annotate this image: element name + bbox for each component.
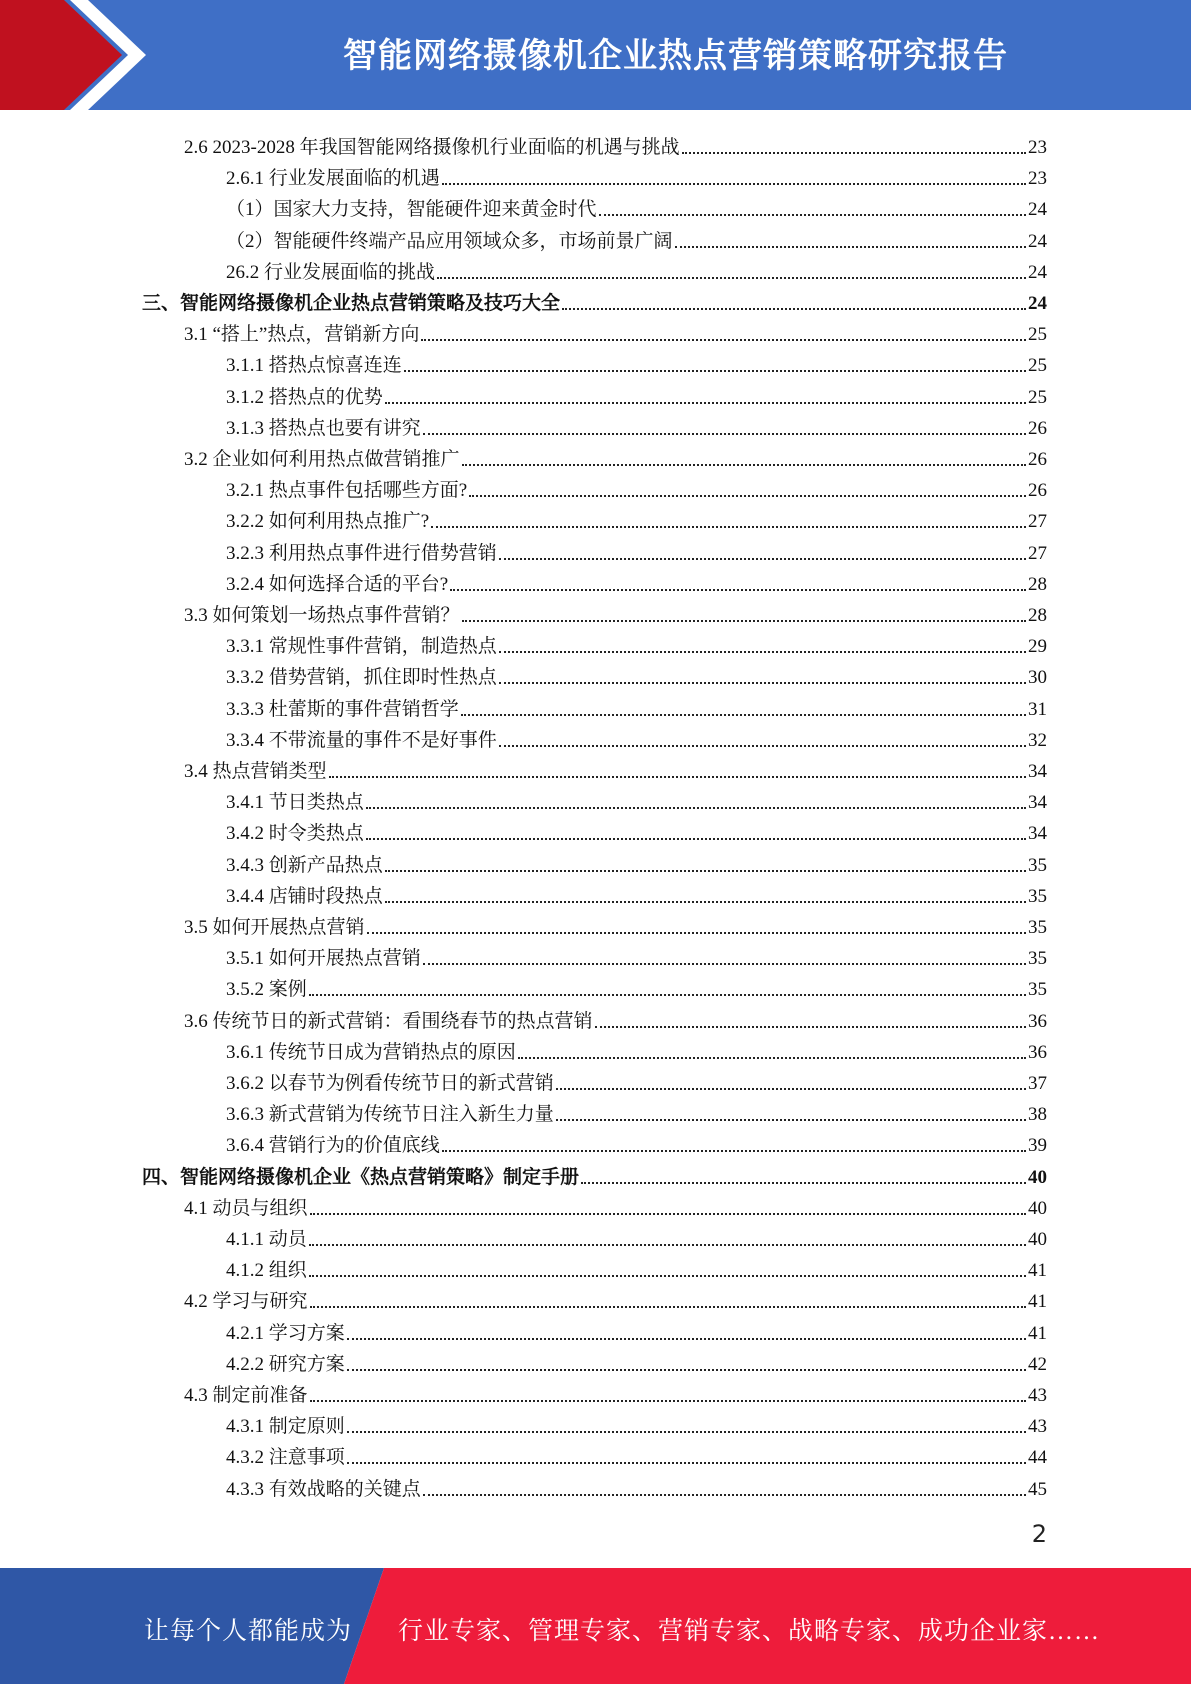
toc-entry[interactable]	[226, 471, 1047, 502]
toc-entry[interactable]	[184, 1376, 1047, 1407]
toc-entry-page: 29	[1028, 636, 1047, 658]
toc-entry-label: 3.3.4 不带流量的事件不是好事件	[226, 729, 497, 751]
toc-entry[interactable]	[142, 284, 1047, 315]
toc-entry-label: 3.3.2 借势营销，抓住即时性热点	[226, 667, 497, 689]
toc-leader-dots	[581, 1182, 1026, 1184]
toc-leader-dots	[556, 1088, 1026, 1090]
toc-entry-label: 4.3.1 制定原则	[226, 1416, 345, 1438]
toc-entry-page: 31	[1028, 698, 1047, 720]
toc-entry[interactable]	[226, 877, 1047, 908]
toc-entry-label: 3.1.1 搭热点惊喜连连	[226, 355, 402, 377]
toc-entry[interactable]	[226, 1251, 1047, 1282]
toc-leader-dots	[385, 901, 1026, 903]
toc-entry-label: 3.2.4 如何选择合适的平台?	[226, 573, 449, 595]
toc-entry-page: 25	[1028, 386, 1047, 408]
toc-entry[interactable]	[226, 1345, 1047, 1376]
toc-entry-label: 3.3.1 常规性事件营销，制造热点	[226, 636, 497, 658]
toc-entry-page: 30	[1028, 667, 1047, 689]
toc-entry-page: 45	[1028, 1478, 1047, 1500]
toc-entry-label: 4.3.2 注意事项	[226, 1447, 345, 1469]
header-chevron-decoration	[0, 0, 160, 110]
toc-entry-label: 4.2 学习与研究	[184, 1291, 308, 1313]
toc-entry-page: 34	[1028, 823, 1047, 845]
toc-entry[interactable]	[226, 1095, 1047, 1126]
toc-leader-dots	[450, 589, 1026, 591]
toc-entry-label: 4.1 动员与组织	[184, 1197, 308, 1219]
toc-entry-page: 43	[1028, 1416, 1047, 1438]
toc-entry[interactable]	[226, 190, 1047, 221]
toc-leader-dots	[385, 402, 1026, 404]
toc-entry[interactable]	[226, 534, 1047, 565]
toc-entry-label: 3.4.4 店铺时段热点	[226, 885, 383, 907]
toc-entry-page: 40	[1028, 1197, 1047, 1219]
toc-entry[interactable]	[184, 908, 1047, 939]
toc-entry[interactable]	[226, 1470, 1047, 1501]
toc-entry[interactable]	[226, 1314, 1047, 1345]
toc-leader-dots	[310, 1306, 1026, 1308]
toc-leader-dots	[431, 526, 1026, 528]
toc-leader-dots	[556, 1119, 1026, 1121]
toc-entry[interactable]	[226, 721, 1047, 752]
toc-entry[interactable]	[226, 346, 1047, 377]
toc-entry[interactable]	[226, 1438, 1047, 1469]
toc-entry-label: 3.2.2 如何利用热点推广?	[226, 511, 430, 533]
toc-entry-label: 3.1.3 搭热点也要有讲究	[226, 417, 421, 439]
toc-entry-page: 24	[1028, 261, 1047, 283]
toc-leader-dots	[423, 1494, 1026, 1496]
toc-leader-dots	[310, 1213, 1026, 1215]
toc-entry-label: 4.1.1 动员	[226, 1229, 307, 1250]
toc-entry[interactable]	[226, 222, 1047, 253]
toc-entry-page: 24	[1028, 293, 1047, 314]
toc-entry[interactable]	[226, 1126, 1047, 1157]
footer-banner	[0, 1568, 1191, 1684]
toc-entry-page: 26	[1028, 480, 1047, 502]
toc-entry-page: 26	[1028, 449, 1047, 470]
toc-leader-dots	[499, 745, 1026, 747]
toc-entry[interactable]	[184, 1002, 1047, 1033]
header-bar	[0, 0, 1191, 110]
toc-entry[interactable]	[226, 1407, 1047, 1438]
toc-entry[interactable]	[226, 159, 1047, 190]
toc-entry[interactable]	[226, 1033, 1047, 1064]
toc-entry-page: 42	[1028, 1353, 1047, 1375]
toc-entry-label: 4.3.3 有效战略的关键点	[226, 1478, 421, 1500]
page-number: 2	[1031, 1520, 1047, 1548]
toc-leader-dots	[347, 1462, 1026, 1464]
toc-entry[interactable]	[184, 440, 1047, 471]
toc-leader-dots	[329, 776, 1026, 778]
toc-entry-page: 26	[1028, 417, 1047, 439]
toc-leader-dots	[462, 464, 1026, 466]
toc-leader-dots	[442, 183, 1026, 185]
toc-entry-label: 3.1.2 搭热点的优势	[226, 386, 383, 408]
footer-slogan-right: 行业专家、管理专家、营销专家、战略专家、成功企业家……	[398, 1618, 1101, 1645]
toc-entry[interactable]	[226, 627, 1047, 658]
toc-entry-label: 3.1 “搭上”热点，营销新方向	[184, 324, 420, 346]
toc-entry[interactable]	[226, 783, 1047, 814]
toc-entry[interactable]	[226, 814, 1047, 845]
toc-entry-label: 三、智能网络摄像机企业热点营销策略及技巧大全	[142, 293, 561, 314]
toc-entry-label: （1）国家大力支持，智能硬件迎来黄金时代	[226, 199, 597, 221]
toc-entry-label: 3.2.3 利用热点事件进行借势营销	[226, 542, 497, 564]
toc-leader-dots	[404, 370, 1026, 372]
toc-leader-dots	[562, 308, 1026, 310]
toc-entry[interactable]	[226, 565, 1047, 596]
toc-entry-label: 3.4 热点营销类型	[184, 761, 327, 782]
toc-entry-label: 3.6 传统节日的新式营销：看围绕春节的热点营销	[184, 1010, 593, 1032]
toc-entry-page: 40	[1028, 1166, 1047, 1188]
toc-entry-page: 27	[1028, 542, 1047, 564]
toc-entry[interactable]	[226, 1220, 1047, 1251]
toc-entry-label: 4.2.1 学习方案	[226, 1322, 345, 1344]
toc-leader-dots	[423, 963, 1026, 965]
toc-entry-page: 36	[1028, 1041, 1047, 1063]
toc-entry-page: 27	[1028, 511, 1047, 533]
toc-entry-page: 24	[1028, 230, 1047, 252]
toc-entry[interactable]	[226, 939, 1047, 970]
toc-leader-dots	[462, 620, 1026, 622]
toc-entry-page: 32	[1028, 729, 1047, 751]
toc-leader-dots	[347, 1431, 1026, 1433]
toc-leader-dots	[309, 1244, 1026, 1246]
toc-entry-page: 41	[1028, 1322, 1047, 1344]
toc-entry-label: 3.6.1 传统节日成为营销热点的原因	[226, 1041, 516, 1063]
toc-entry[interactable]	[226, 409, 1047, 440]
footer-slogan-left: 让每个人都能成为	[144, 1618, 353, 1645]
toc-entry[interactable]	[226, 970, 1047, 1001]
toc-entry-label: 4.1.2 组织	[226, 1260, 307, 1282]
toc-leader-dots	[347, 1369, 1026, 1371]
toc-leader-dots	[347, 1338, 1026, 1340]
toc-entry-page: 44	[1028, 1447, 1047, 1469]
toc-leader-dots	[366, 807, 1026, 809]
toc-entry-label: 3.6.3 新式营销为传统节日注入新生力量	[226, 1104, 554, 1126]
toc-entry-page: 43	[1028, 1385, 1047, 1406]
toc-entry-label: 2.6.1 行业发展面临的机遇	[226, 168, 440, 190]
toc-entry-label: 3.5 如何开展热点营销	[184, 917, 365, 938]
document-title: 智能网络摄像机企业热点营销策略研究报告	[343, 36, 1008, 76]
toc-entry-page: 34	[1028, 761, 1047, 782]
toc-entry-label: 3.3 如何策划一场热点事件营销？	[184, 605, 460, 626]
toc-entry-page: 23	[1028, 137, 1047, 158]
toc-leader-dots	[499, 558, 1026, 560]
toc-entry-label: 3.4.3 创新产品热点	[226, 854, 383, 876]
toc-entry-label: 3.5.2 案例	[226, 979, 307, 1001]
toc-entry-label: 4.2.2 研究方案	[226, 1353, 345, 1375]
toc-leader-dots	[367, 932, 1026, 934]
toc-entry-page: 35	[1028, 917, 1047, 938]
toc-entry[interactable]	[142, 1158, 1047, 1189]
toc-entry-label: 3.2.1 热点事件包括哪些方面?	[226, 480, 468, 502]
toc-entry[interactable]	[226, 253, 1047, 284]
toc-entry-page: 28	[1028, 605, 1047, 626]
toc-entry-label: 3.4.2 时令类热点	[226, 823, 364, 845]
toc-leader-dots	[309, 1275, 1026, 1277]
toc-entry-label: 2.6 2023-2028 年我国智能网络摄像机行业面临的机遇与挑战	[184, 137, 680, 158]
toc-entry-page: 41	[1028, 1291, 1047, 1313]
toc-entry-label: 3.5.1 如何开展热点营销	[226, 948, 421, 970]
toc-entry-label: 3.6.2 以春节为例看传统节日的新式营销	[226, 1073, 554, 1094]
toc-entry-page: 40	[1028, 1229, 1047, 1250]
toc-leader-dots	[595, 1026, 1026, 1028]
toc-entry-page: 23	[1028, 168, 1047, 190]
toc-entry[interactable]	[184, 315, 1047, 346]
toc-entry-page: 38	[1028, 1104, 1047, 1126]
toc-leader-dots	[421, 339, 1026, 341]
toc-entry[interactable]	[184, 596, 1047, 627]
toc-entry-label: （2）智能硬件终端产品应用领域众多，市场前景广阔	[226, 230, 673, 252]
toc-entry-page: 35	[1028, 948, 1047, 970]
toc-entry-page: 25	[1028, 324, 1047, 346]
toc-leader-dots	[309, 994, 1026, 996]
toc-entry-label: 四、智能网络摄像机企业《热点营销策略》制定手册	[142, 1166, 580, 1188]
toc-leader-dots	[469, 495, 1026, 497]
toc-leader-dots	[599, 214, 1026, 216]
toc-entry[interactable]	[184, 128, 1047, 159]
toc-entry-page: 35	[1028, 854, 1047, 876]
toc-entry[interactable]	[184, 752, 1047, 783]
toc-leader-dots	[366, 838, 1026, 840]
toc-leader-dots	[461, 714, 1026, 716]
toc-leader-dots	[499, 651, 1026, 653]
toc-entry[interactable]	[226, 846, 1047, 877]
toc-entry-page: 34	[1028, 792, 1047, 814]
toc-entry[interactable]	[226, 1064, 1047, 1095]
toc-entry-label: 3.6.4 营销行为的价值底线	[226, 1135, 440, 1157]
toc-entry[interactable]	[226, 502, 1047, 533]
toc-entry-label: 4.3 制定前准备	[184, 1385, 308, 1406]
toc-entry[interactable]	[184, 1282, 1047, 1313]
toc-entry-page: 39	[1028, 1135, 1047, 1157]
toc-entry[interactable]	[226, 690, 1047, 721]
toc-entry-page: 36	[1028, 1010, 1047, 1032]
toc-leader-dots	[518, 1057, 1026, 1059]
toc-leader-dots	[682, 152, 1026, 154]
toc-entry-label: 3.3.3 杜蕾斯的事件营销哲学	[226, 698, 459, 720]
toc-leader-dots	[675, 246, 1026, 248]
toc-leader-dots	[385, 870, 1026, 872]
toc-entry-label: 3.4.1 节日类热点	[226, 792, 364, 814]
toc-entry[interactable]	[184, 1189, 1047, 1220]
toc-leader-dots	[423, 433, 1026, 435]
toc-leader-dots	[499, 682, 1026, 684]
toc-entry-label: 3.2 企业如何利用热点做营销推广	[184, 449, 460, 470]
toc-leader-dots	[437, 277, 1026, 279]
toc-entry-page: 35	[1028, 979, 1047, 1001]
toc-entry-page: 37	[1028, 1073, 1047, 1094]
toc-entry-page: 35	[1028, 885, 1047, 907]
toc-leader-dots	[310, 1400, 1026, 1402]
toc-entry-label: 26.2 行业发展面临的挑战	[226, 261, 436, 283]
toc-entry-page: 41	[1028, 1260, 1047, 1282]
toc-leader-dots	[442, 1150, 1026, 1152]
toc-entry-page: 28	[1028, 573, 1047, 595]
toc-entry-page: 24	[1028, 199, 1047, 221]
toc-entry[interactable]	[226, 658, 1047, 689]
toc-entry-page: 25	[1028, 355, 1047, 377]
toc-entry[interactable]	[226, 378, 1047, 409]
